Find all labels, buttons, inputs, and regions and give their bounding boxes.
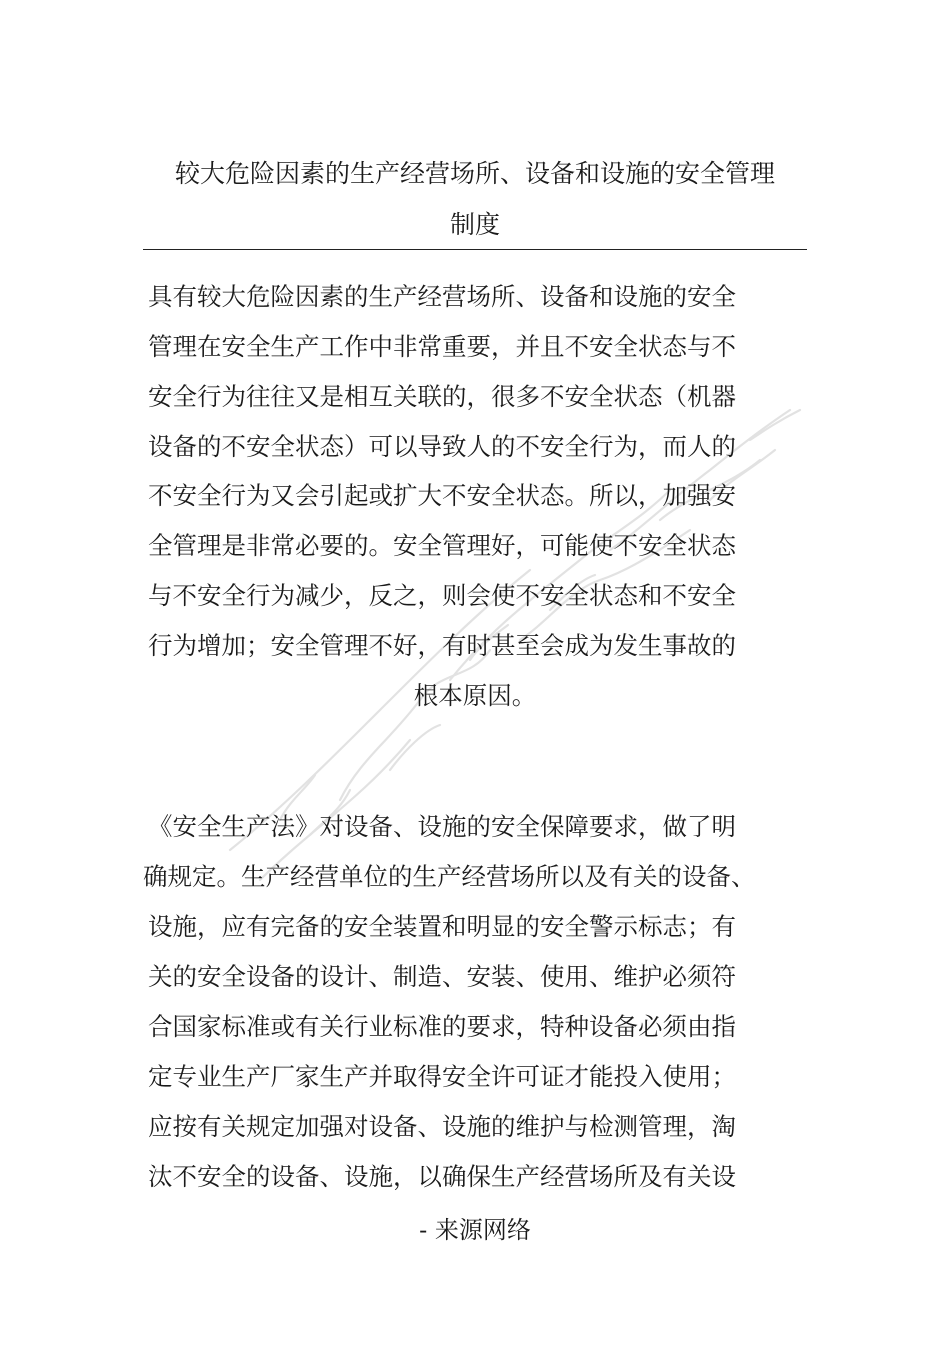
document-title bbox=[140, 148, 810, 250]
body-line: 安全行为往往又是相互关联的，很多不安全状态（机器 bbox=[148, 382, 736, 411]
body-line: 关的安全设备的设计、制造、安装、使用、维护必须符 bbox=[148, 962, 736, 991]
body-line: 与不安全行为减少，反之，则会使不安全状态和不安全 bbox=[148, 581, 736, 610]
body-line: 定专业生产厂家生产并取得安全许可证才能投入使用； bbox=[148, 1062, 736, 1091]
title-line-1: 较大危险因素的生产经营场所、设备和设施的安全管理 bbox=[174, 159, 775, 188]
body-line: 设备的不安全状态）可以导致人的不安全行为，而人的 bbox=[148, 432, 736, 461]
body-line: 应按有关规定加强对设备、设施的维护与检测管理，淘 bbox=[148, 1112, 736, 1141]
body-line: 设施，应有完备的安全装置和明显的安全警示标志；有 bbox=[148, 912, 736, 941]
body-line: 具有较大危险因素的生产经营场所、设备和设施的安全 bbox=[148, 282, 736, 311]
body-line: 行为增加；安全管理不好，有时甚至会成为发生事故的 bbox=[148, 631, 736, 660]
body-line: 管理在安全生产工作中非常重要，并且不安全状态与不 bbox=[148, 332, 736, 361]
body-line: 不安全行为又会引起或扩大不安全状态。所以，加强安 bbox=[148, 481, 736, 510]
body-line: 合国家标准或有关行业标准的要求，特种设备必须由指 bbox=[148, 1012, 736, 1041]
body-line: 《安全生产法》对设备、设施的安全保障要求，做了明 bbox=[148, 812, 736, 841]
title-line-2: 制度 bbox=[449, 210, 500, 239]
body-line: 汰不安全的设备、设施，以确保生产经营场所及有关设 bbox=[148, 1162, 736, 1191]
title-divider bbox=[143, 249, 807, 250]
page-footer: - 来源网络 bbox=[419, 1216, 531, 1244]
body-line: 全管理是非常必要的。安全管理好，可能使不安全状态 bbox=[148, 531, 736, 560]
body-line: 根本原因。 bbox=[413, 681, 537, 710]
body-line: 确规定。生产经营单位的生产经营场所以及有关的设备、 bbox=[143, 862, 756, 891]
